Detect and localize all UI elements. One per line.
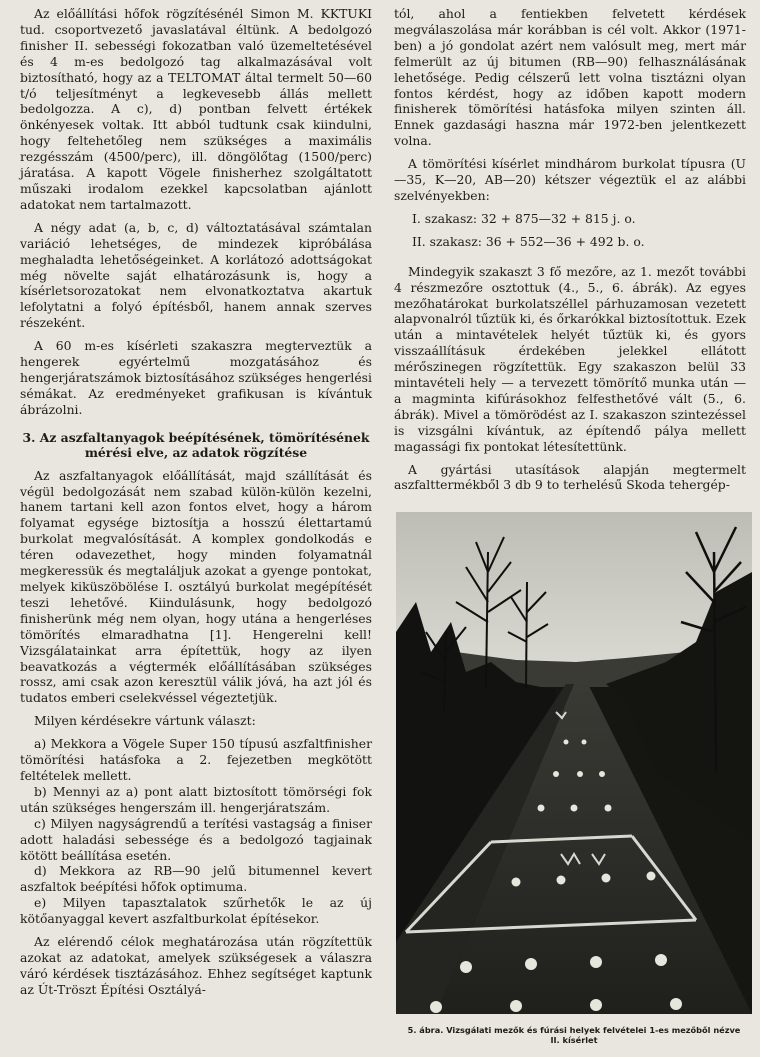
paragraph: Milyen kérdésekre vártunk választ: xyxy=(34,713,256,729)
question-item: d) Mekkora az RB—90 jelű bitumennel kevert aszfaltok beépítési hőfok optimuma. xyxy=(20,863,372,895)
paragraph: A 60 m-es kísérleti szakaszra megterveztük a hengerek egyértelmű mozgatásához és hengerjáratszámok biztosításához szükséges hengerlési sémákat. Az eredményeket grafikusan is kívántuk ábrázolni. xyxy=(20,338,372,417)
question-item: e) Milyen tapasztalatok szűrhetők le az új kötőanyaggal kevert aszfaltburkolat építésekor. xyxy=(20,895,372,927)
section-heading-line: 3. Az aszfaltanyagok beépítésének, tömörítésének xyxy=(22,429,370,445)
section-range: I. szakasz: 32 + 875—32 + 815 j. o. xyxy=(412,210,636,226)
paragraph: Az elérendő célok meghatározása után rögzítettük azokat az adatokat, amelyek szükségesek a válaszra váró kérdések tisztázásához. Ehhez segítséget kaptunk az Út-Tröszt Építési Osztályá- xyxy=(20,934,372,997)
paragraph: A tömörítési kísérlet mindhárom burkolat típusra (U—35, K—20, AB—20) kétszer végeztük el az alábbi szelvényekben: xyxy=(394,156,746,203)
section-range: II. szakasz: 36 + 552—36 + 492 b. o. xyxy=(412,233,645,249)
figure-caption xyxy=(396,1025,752,1045)
paragraph: A gyártási utasítások alapján megtermelt aszfalttermékből 3 db 9 to terhelésű Skoda tehergép- xyxy=(394,461,746,493)
paragraph: tól, ahol a fentiekben felvetett kérdések megválaszolása már korábban is cél volt. Akkor (1971-ben) a jó gondolat azért nem valósult meg, mert már felmerült az új bitumen (RB—90) felhasználásának lehetősége. Pedig célszerű lett volna tisztázni olyan fontos kérdést, hogy az időben kapott modern finisherek tömörítési hatásfoka milyen szinten áll. Ennek gazdasági haszna már 1972-ben jelentkezett volna. xyxy=(394,6,746,149)
section-heading xyxy=(20,430,372,460)
road-photo-image xyxy=(396,512,752,1014)
paragraph: Mindegyik szakaszt 3 fő mezőre, az 1. mezőt további 4 részmezőre osztottuk (4., 5., 6. ábrák). Az egyes mezőhatárokat burkolatszéllel párhuzamosan vezetett alapvonalról tűztük ki, és őrkarókkal biztosítottuk. Ezek után a mintavételek helyét tűztük ki, és gyors visszaállításuk érdekében jelekkel ellátott mérőszinegen rögzítettük. Egy szakaszon belül 33 mintavételi hely — a tervezett tömörítő munka után — a magminta kifúrásokhoz felfesthetővé vált (5., 6. ábrák). Mivel a tömörödést az I. szakaszon szintezéssel is vizsgálni kívántuk, az építendő pálya mellett magassági fix pontokat létesítettünk. xyxy=(394,263,746,454)
caption-line: II. kísérlet xyxy=(550,1035,598,1045)
question-item: b) Mennyi az a) pont alatt biztosított tömörségi fok után szükséges hengerszám ill. hengerjáratszám. xyxy=(20,783,372,815)
question-item: c) Milyen nagyságrendű a terítési vastagság a finiser adott haladási sebessége és a bedolgozó tagjainak kötött beállítása esetén. xyxy=(20,815,372,863)
road-photo xyxy=(396,512,752,1014)
left-column xyxy=(20,6,372,998)
paragraph: A négy adat (a, b, c, d) változtatásával számtalan variáció lehetséges, de mindezek kipróbálása meghaladta lehetőségeinket. A korlátozó adottságokat még növelte saját elhatározásunk is, hogy a kísérletsorozatokat nem elvonatkoztatva akartuk lefolytatni a folyó építésből, hanem annak szerves részeként. xyxy=(20,219,372,331)
paragraph: Az aszfaltanyagok előállítását, majd szállítását és végül bedolgozását nem szabad külön-külön kezelni, hanem tartani kell azon fontos elvet, hogy a három folyamat egysége biztosítja a hosszú élettartamú burkolat megvalósítását. A komplex gondolkodás e téren odavezethet, hogy minden folyamatnál megkeressük és megtaláljuk azokat a gyenge pontokat, melyek kiküszöbölése I. osztályú burkolat megépítését teszi lehetővé. Kiindulásunk, hogy bedolgozó finisherünk még nem olyan, hogy utána a hengerléses tömörítés elmaradhatna [1]. Hengerelni kell! Vizsgálatainkat arra építettük, hogy az ilyen beavatkozás a végtermék előállításában szükséges rossz, ami csak azon keresztül válik jóvá, ha azt jól és tudatos emberi cselekvéssel végeztetjük. xyxy=(20,467,372,706)
question-item: a) Mekkora a Vögele Super 150 típusú aszfaltfinisher tömörítési hatásfoka a 2. fejezetben megkötött feltételek mellett. xyxy=(20,736,372,783)
caption-line: 5. ábra. Vizsgálati mezők és fúrási helyek felvételei 1-es mezőből nézve xyxy=(407,1025,741,1035)
right-column xyxy=(394,6,746,493)
paragraph: Az előállítási hőfok rögzítésénél Simon M. KKTUKI tud. csoportvezető javaslatával éltünk. A bedolgozó finisher II. sebességi fokozatban való üzemeltetésével és 4 m-es bedolgozó tag alkalmazásával volt biztosítható, hogy az a TELTOMAT által termelt 50—60 t/ó teljesítményt a legkevesebb állás mellett bedolgozza. A c), d) pontban felvett értékek önkényesek voltak. Itt abból tudtunk csak kiindulni, hogy feltehetőleg nem szükséges a maximális rezgésszám (4500/perc), ill. döngölőtag (1500/perc) járatása. A kapott Vögele finisherhez szolgáltatott műszaki irodalom ezekkel kapcsolatban ajánlott adatokat nem tartalmazott. xyxy=(20,6,372,212)
section-heading-line: mérési elve, az adatok rögzítése xyxy=(84,444,308,460)
